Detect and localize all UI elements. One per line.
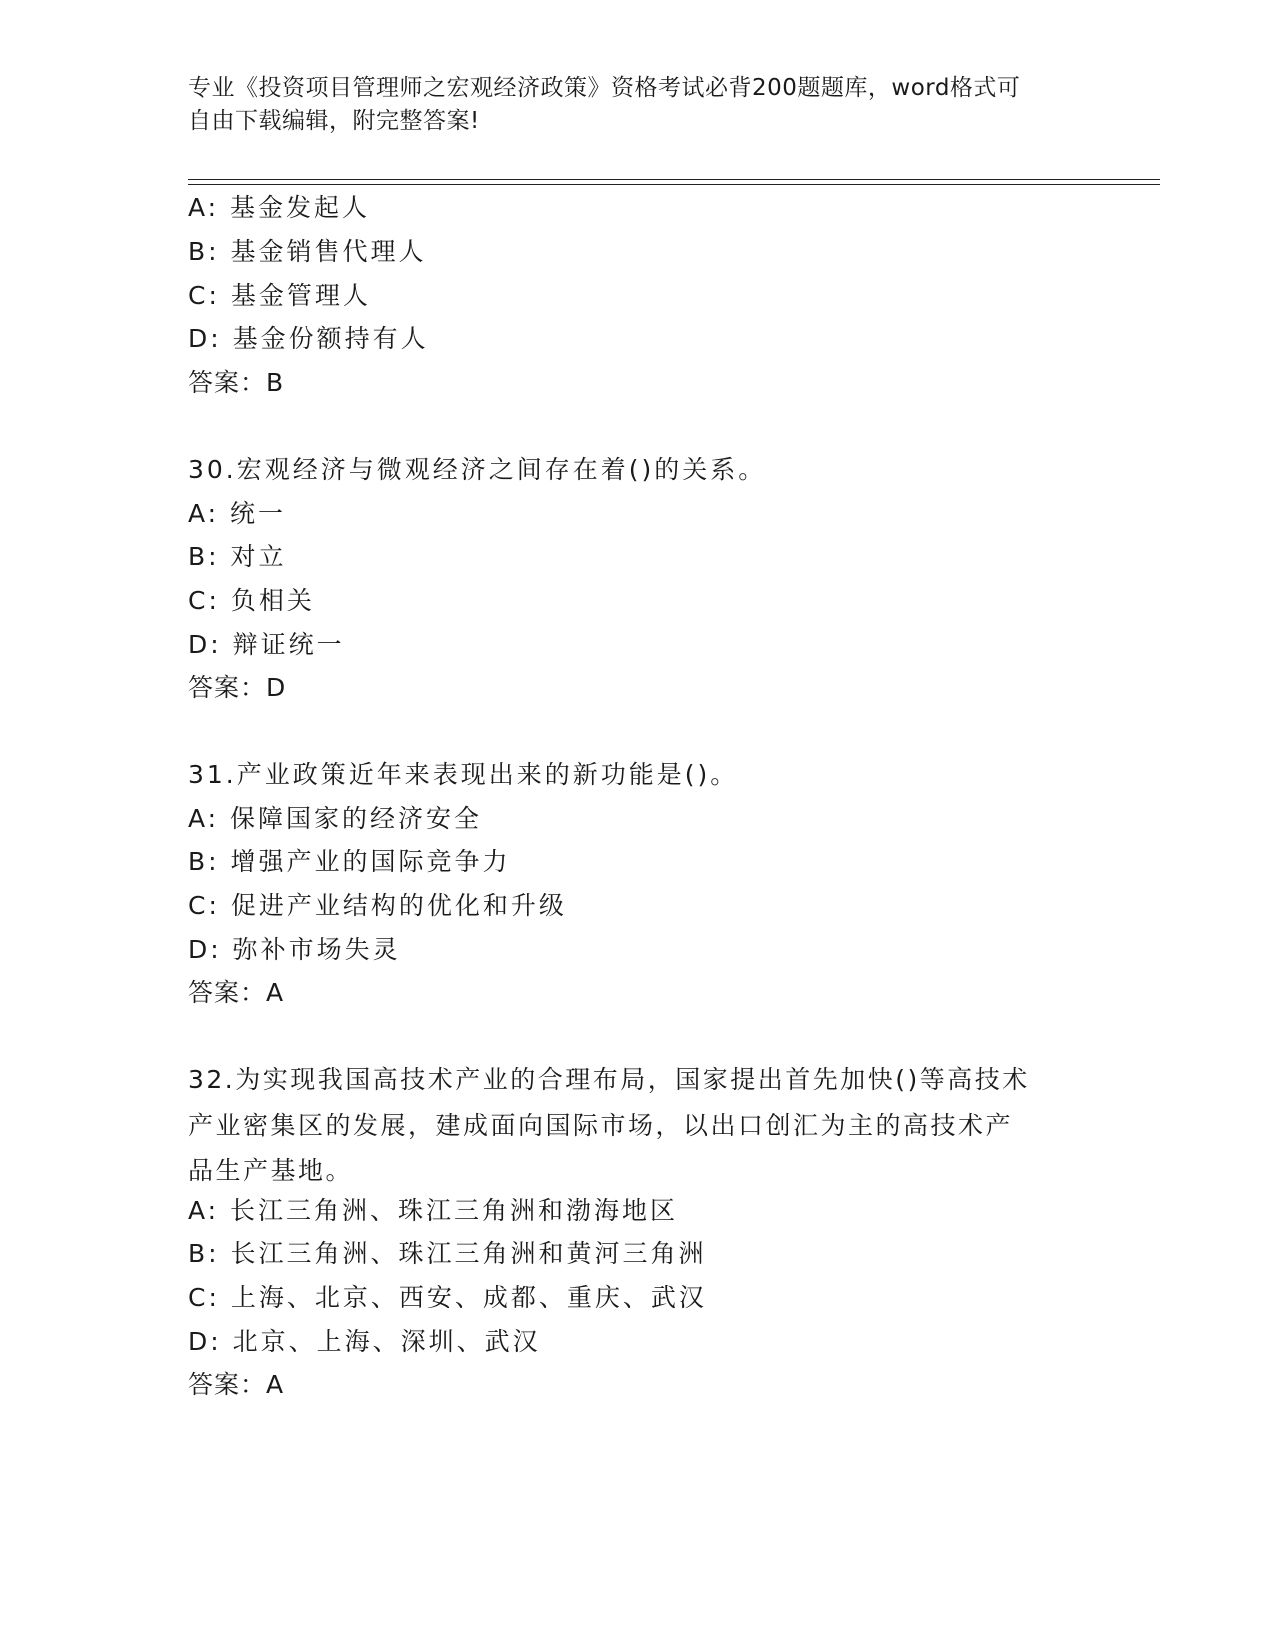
header-line-2: 自由下载编辑，附完整答案!	[188, 108, 480, 134]
q31-option-a: A: 保障国家的经济安全	[188, 804, 483, 833]
q31-option-c: C: 促进产业结构的优化和升级	[188, 891, 567, 920]
q31-option-d: D: 弥补市场失灵	[188, 935, 401, 964]
q31-question: 31.产业政策近年来表现出来的新功能是()。	[188, 760, 739, 789]
q29-answer: 答案：B	[188, 368, 285, 397]
q31-option-b: B: 增强产业的国际竞争力	[188, 847, 511, 876]
q32-answer: 答案：A	[188, 1370, 285, 1399]
q32-option-d: D: 北京、上海、深圳、武汉	[188, 1327, 541, 1356]
q30-option-d: D: 辩证统一	[188, 630, 345, 659]
q30-option-a: A: 统一	[188, 499, 287, 528]
q32-option-a: A: 长江三角洲、珠江三角洲和渤海地区	[188, 1196, 679, 1225]
q29-option-c: C: 基金管理人	[188, 281, 371, 310]
q32-question	[188, 1057, 1093, 1194]
header-divider-top	[188, 179, 1160, 180]
q29-option-d: D: 基金份额持有人	[188, 324, 429, 353]
q30-answer: 答案：D	[188, 673, 287, 702]
header-divider-bottom	[188, 184, 1160, 185]
q31-answer: 答案：A	[188, 978, 285, 1007]
q30-question: 30.宏观经济与微观经济之间存在着()的关系。	[188, 455, 767, 484]
q32-question-line-1: 32.为实现我国高技术产业的合理布局，国家提出首先加快()等高技术	[188, 1065, 1030, 1094]
q32-question-line-2: 产业密集区的发展，建成面向国际市场，以出口创汇为主的高技术产	[188, 1110, 1014, 1140]
q30-option-b: B: 对立	[188, 542, 287, 571]
q32-option-c: C: 上海、北京、西安、成都、重庆、武汉	[188, 1283, 707, 1312]
q32-option-b: B: 长江三角洲、珠江三角洲和黄河三角洲	[188, 1239, 707, 1268]
q29-option-a: A: 基金发起人	[188, 193, 371, 222]
q30-option-c: C: 负相关	[188, 586, 315, 615]
document-header	[188, 72, 1088, 138]
q32-question-line-3: 品生产基地。	[188, 1156, 354, 1185]
header-line-1: 专业《投资项目管理师之宏观经济政策》资格考试必背200题题库，word格式可	[188, 75, 1021, 101]
q29-option-b: B: 基金销售代理人	[188, 237, 427, 266]
